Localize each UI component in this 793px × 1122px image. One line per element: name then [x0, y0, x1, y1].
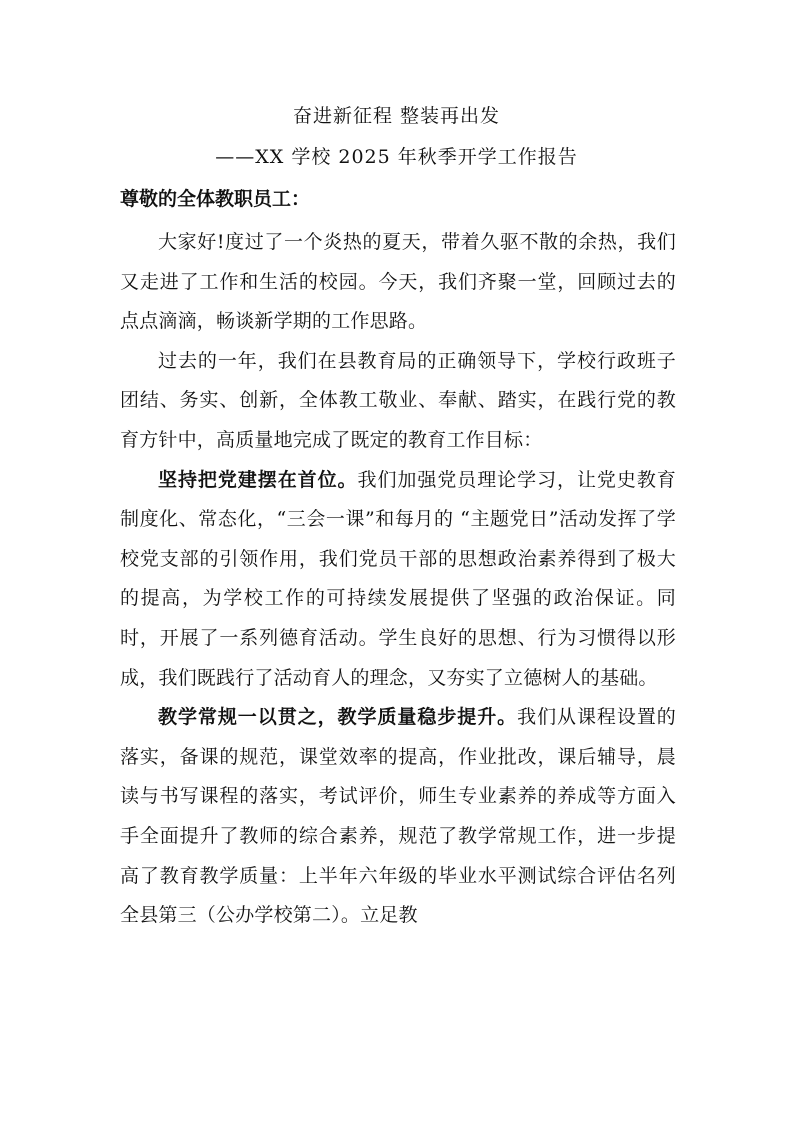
paragraph-text: 我们加强党员理论学习，让党史教育制度化、常态化，“三会一课”和每月的 “主题党日”活动发挥了学校党支部的引领作用，我们党员干部的思想政治素养得到了极大的提高，为学校工作的可持续发展提供了坚强的政治保证。同时，开展了一系列德育活动。学生良好的思想、行为习惯得以形成，我们既践行了活动育人的理念，又夯实了立德树人的基础。 [120, 468, 676, 689]
paragraph-lead: 坚持把党建摆在首位。 [158, 468, 358, 491]
salutation: 尊敬的全体教职员工： [120, 188, 311, 210]
document-title: 奋进新征程 整装再出发 [292, 105, 501, 127]
paragraph-text: 大家好!度过了一个炎热的夏天，带着久驱不散的余热，我们又走进了工作和生活的校园。今天，我们齐聚一堂，回顾过去的点点滴滴，畅谈新学期的工作思路。 [120, 231, 676, 333]
paragraph-text: 我们从课程设置的落实，备课的规范，课堂效率的提高，作业批改，课后辅导，晨读与书写课程的落实，考试评价，师生专业素养的养成等方面入手全面提升了教师的综合素养，规范了教学常规工作，进一步提高了教育教学质量：上半年六年级的毕业水平测试综合评估名列全县第三（公办学校第二）。立足教 [120, 706, 676, 927]
paragraph-teaching-quality [120, 698, 676, 936]
paragraph-party-building [120, 461, 676, 699]
paragraph-text: 过去的一年，我们在县教育局的正确领导下，学校行政班子团结、务实、创新，全体教工敬业、奉献、踏实，在践行党的教育方针中，高质量地完成了既定的教育工作目标： [120, 349, 676, 451]
paragraph-lead: 教学常规一以贯之，教学质量稳步提升。 [158, 706, 518, 729]
paragraph-review [120, 342, 676, 461]
document-subtitle: ——XX 学校 2025 年秋季开学工作报告 [215, 146, 578, 168]
paragraph-greeting [120, 223, 676, 342]
document-body [120, 223, 676, 936]
